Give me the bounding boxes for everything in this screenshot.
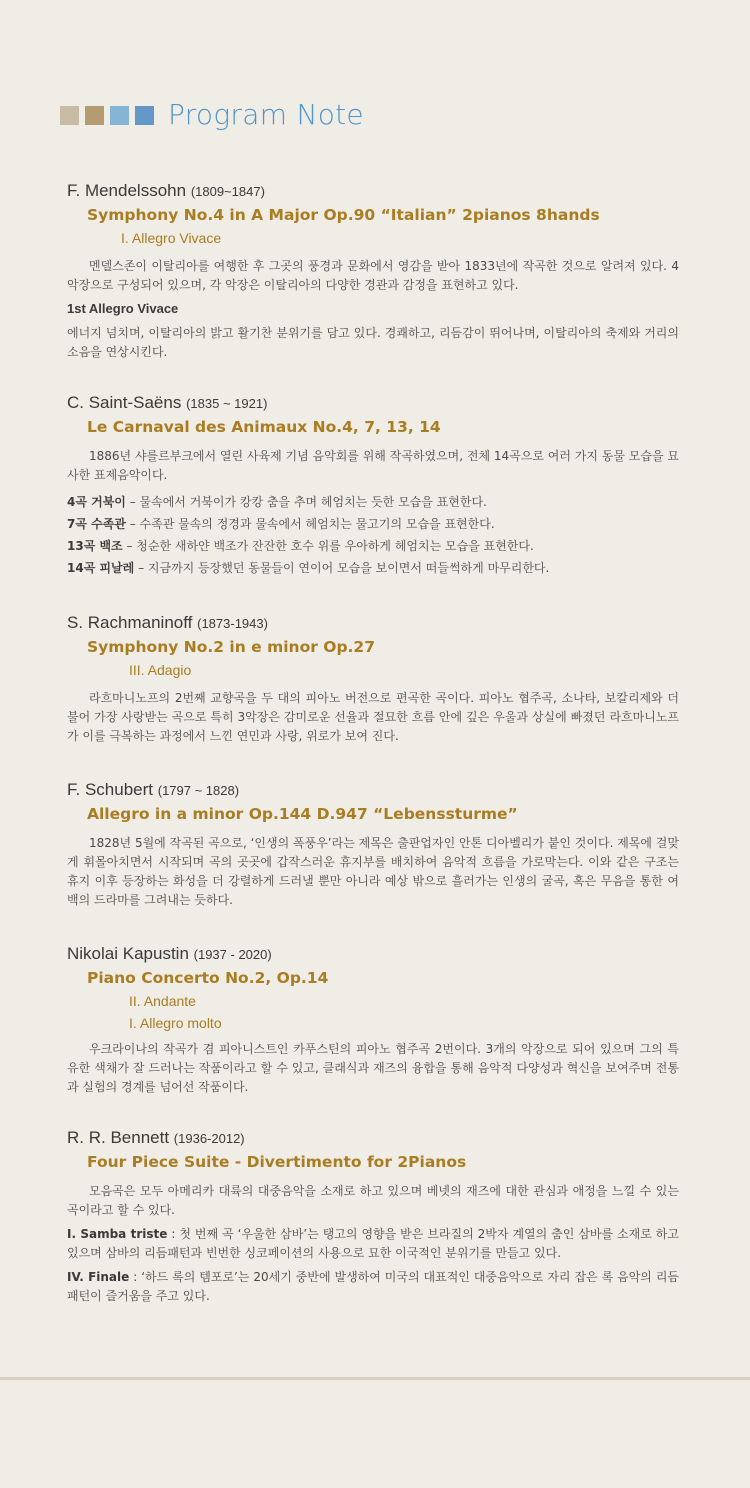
program-description: 우크라이나의 작곡가 겸 피아니스트인 카푸스틴의 피아노 협주곡 2번이다. 3개의 악장으로 되어 있으며 그의 특유한 색채가 잘 드러나는 작품이라고 할 수 있고, 클래식과 재즈의 융합을 통해 음악적 다양성과 혁신을 보여주며 전통과 실험의 경계를 넘어선 작품이다. [67, 1042, 679, 1094]
piece-rachmaninoff [67, 612, 679, 746]
program-description: 1886년 샤를르부크에서 열린 사육제 기념 음악회를 위해 작곡하였으며, 전체 14곡으로 여러 가지 동물 모습을 묘사한 표제음악이다. [67, 449, 679, 482]
composer-name: C. Saint-Saëns (1835 ~ 1921) [67, 393, 268, 412]
bottom-divider [0, 1377, 750, 1380]
program-description: 모음곡은 모두 아메리카 대륙의 대중음악을 소재로 하고 있으며 베넷의 재즈에 대한 관심과 애정을 느낄 수 있는 곡이라고 할 수 있다. [67, 1184, 679, 1217]
movement-label: III. Adagio [129, 662, 192, 678]
piece-schubert [67, 779, 679, 910]
list-item: I. Samba triste : 첫 번째 곡 ‘우울한 삼바’는 탱고의 영향을 받은 브라질의 2박자 계열의 춤인 삼바를 소재로 하고 있으며 삼바의 리듬패턴과 빈번한 싱코페이션의 사용으로 묘한 이국적인 분위기를 만들고 있다. [67, 1227, 679, 1260]
movement-label: II. Andante [129, 993, 196, 1009]
work-title: Four Piece Suite - Divertimento for 2Pianos [87, 1153, 467, 1171]
page-title: Program Note [168, 98, 364, 131]
composer-name: S. Rachmaninoff (1873-1943) [67, 613, 268, 632]
piece-mendelssohn [67, 180, 679, 362]
program-description: 라흐마니노프의 2번째 교향곡을 두 대의 피아노 버전으로 편곡한 곡이다. 피아노 협주곡, 소나타, 보칼리제와 더불어 가장 사랑받는 곡으로 특히 3악장은 감미로운 선율과 절묘한 흐름 안에 깊은 우울과 상실에 빠졌던 라흐마니노프가 이를 극복하는 과정에서 느낀 연민과 사랑, 위로가 보여 진다. [67, 691, 679, 743]
list-item: 7곡 수족관 – 수족관 물속의 정경과 물속에서 헤엄치는 물고기의 모습을 표현한다. [67, 517, 495, 531]
movement-subheading: 1st Allegro Vivace [67, 301, 179, 316]
work-title: Symphony No.2 in e minor Op.27 [87, 638, 375, 656]
composer-name: Nikolai Kapustin (1937 - 2020) [67, 944, 272, 963]
decor-square-1 [60, 106, 79, 125]
program-description: 멘델스존이 이탈리아를 여행한 후 그곳의 풍경과 문화에서 영감을 받아 1833년에 작곡한 것으로 알려져 있다. 4악장으로 구성되어 있으며, 각 악장은 이탈리아의 다양한 경관과 감정을 표현하고 있다. [67, 259, 679, 292]
work-title: Piano Concerto No.2, Op.14 [87, 969, 329, 987]
decor-square-3 [110, 106, 129, 125]
movement-description: 에너지 넘치며, 이탈리아의 밝고 활기찬 분위기를 담고 있다. 경쾌하고, 리듬감이 뛰어나며, 이탈리아의 축제와 거리의 소음을 연상시킨다. [67, 326, 679, 359]
movement-label: I. Allegro Vivace [121, 230, 222, 246]
composer-name: F. Mendelssohn (1809~1847) [67, 181, 265, 200]
program-description: 1828년 5월에 작곡된 곡으로, ‘인생의 폭풍우’라는 제목은 출판업자인 안톤 디아벨리가 붙인 것이다. 제목에 걸맞게 휘몰아치면서 시작되며 곡의 곳곳에 갑작스러운 휴지부를 배치하여 음악적 흐름을 가로막는다. 이와 같은 구조는 휴지 이후 등장하는 화성을 더 강렬하게 드러낼 뿐만 아니라 예상 밖으로 흘러가는 인생의 굴곡, 혹은 무음을 통한 여백의 드라마를 그려내는 듯하다. [67, 836, 679, 907]
program-note-header [60, 98, 364, 132]
movement-label: I. Allegro molto [129, 1015, 222, 1031]
decor-square-2 [85, 106, 104, 125]
work-title: Symphony No.4 in A Major Op.90 “Italian” 2pianos 8hands [87, 206, 600, 224]
composer-name: F. Schubert (1797 ~ 1828) [67, 780, 240, 799]
piece-saint-saens [67, 392, 679, 579]
list-item: 14곡 피날레 – 지금까지 등장했던 동물들이 연이어 모습을 보이면서 떠들썩하게 마무리한다. [67, 561, 550, 575]
piece-bennett [67, 1127, 679, 1306]
list-item: 4곡 거북이 – 물속에서 거북이가 캉캉 춤을 추며 헤엄치는 듯한 모습을 표현한다. [67, 495, 487, 509]
work-title: Le Carnaval des Animaux No.4, 7, 13, 14 [87, 418, 441, 436]
list-item: IV. Finale : ‘하드 록의 템포로’는 20세기 중반에 발생하여 미국의 대표적인 대중음악으로 자리 잡은 록 음악의 리듬패턴이 즐거움을 주고 있다. [67, 1270, 679, 1303]
piece-kapustin [67, 943, 679, 1097]
work-title: Allegro in a minor Op.144 D.947 “Lebenssturme” [87, 805, 518, 823]
composer-name: R. R. Bennett (1936-2012) [67, 1128, 245, 1147]
list-item: 13곡 백조 – 청순한 새하얀 백조가 잔잔한 호수 위를 우아하게 헤엄치는 모습을 표현한다. [67, 539, 534, 553]
decor-square-4 [135, 106, 154, 125]
